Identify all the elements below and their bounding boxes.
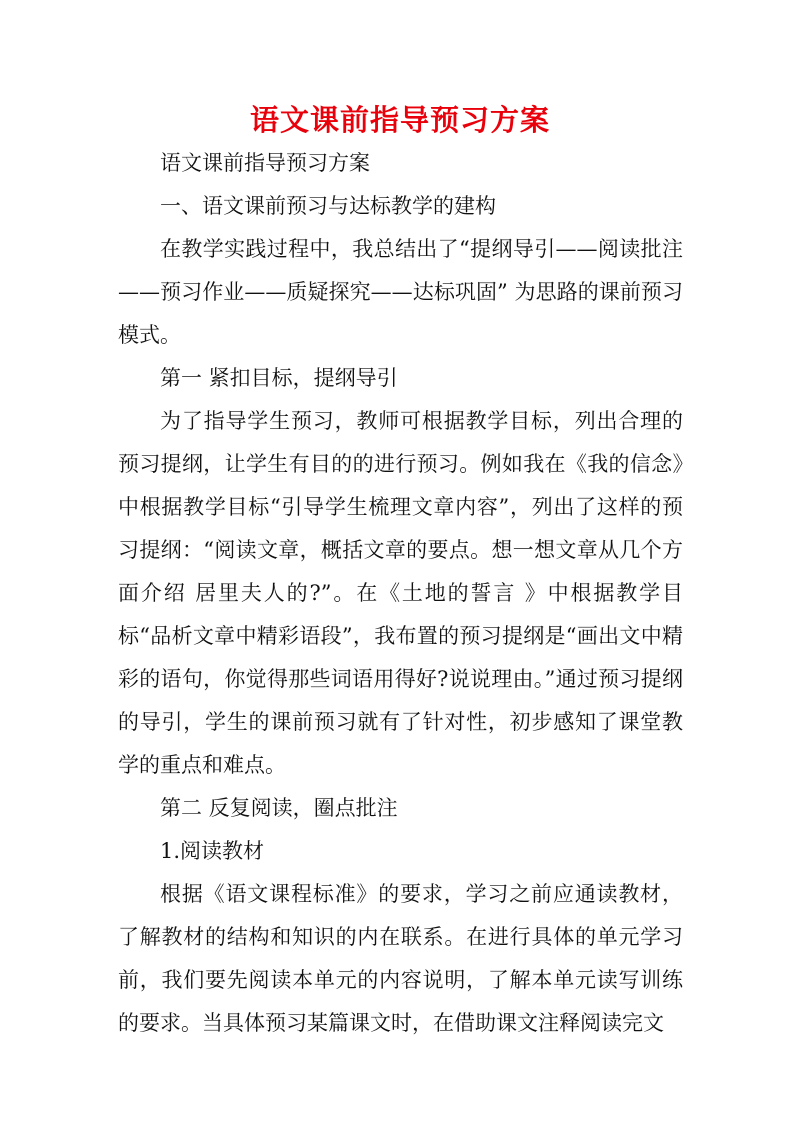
paragraph-subheading-read-textbook: 1.阅读教材 (160, 839, 265, 863)
document-body (118, 142, 683, 1045)
paragraph-step-1-heading: 第一 紧扣目标，提纲导引 (160, 366, 398, 390)
document-title: 语文课前指导预习方案 (249, 103, 550, 137)
paragraph-read-textbook-body: 根据《语文课程标准》的要求，学习之前应通读教材，了解教材的结构和知识的内在联系。在进行具体的单元学习前，我们要先阅读本单元的内容说明，了解本单元读写训练的要求。当具体预习某篇课文时，在借助课文注释阅读完文 (118, 882, 683, 1035)
paragraph-step-2-heading: 第二 反复阅读，圈点批注 (160, 796, 398, 820)
paragraph-subtitle: 语文课前指导预习方案 (160, 151, 370, 175)
paragraph-intro: 在教学实践过程中，我总结出了“提纲导引——阅读批注——预习作业——质疑探究——达标巩固” 为思路的课前预习模式。 (118, 237, 683, 347)
paragraph-step-1-body: 为了指导学生预习，教师可根据教学目标，列出合理的预习提纲，让学生有目的的进行预习。例如我在《我的信念》中根据教学目标“引导学生梳理文章内容”，列出了这样的预习提纲：“阅读文章，概括文章的要点。想一想文章从几个方面介绍 居里夫人的?”。在《土地的誓言 》中根据教学目标“品析文章中精彩语段”，我布置的预习提纲是“画出文中精彩的语句，你觉得那些词语用得好?说说理由。”通过预习提纲的导引，学生的课前预习就有了针对性，初步感知了课堂教学的重点和难点。 (118, 409, 683, 777)
paragraph-section-heading-1: 一、语文课前预习与达标教学的建构 (160, 194, 496, 218)
